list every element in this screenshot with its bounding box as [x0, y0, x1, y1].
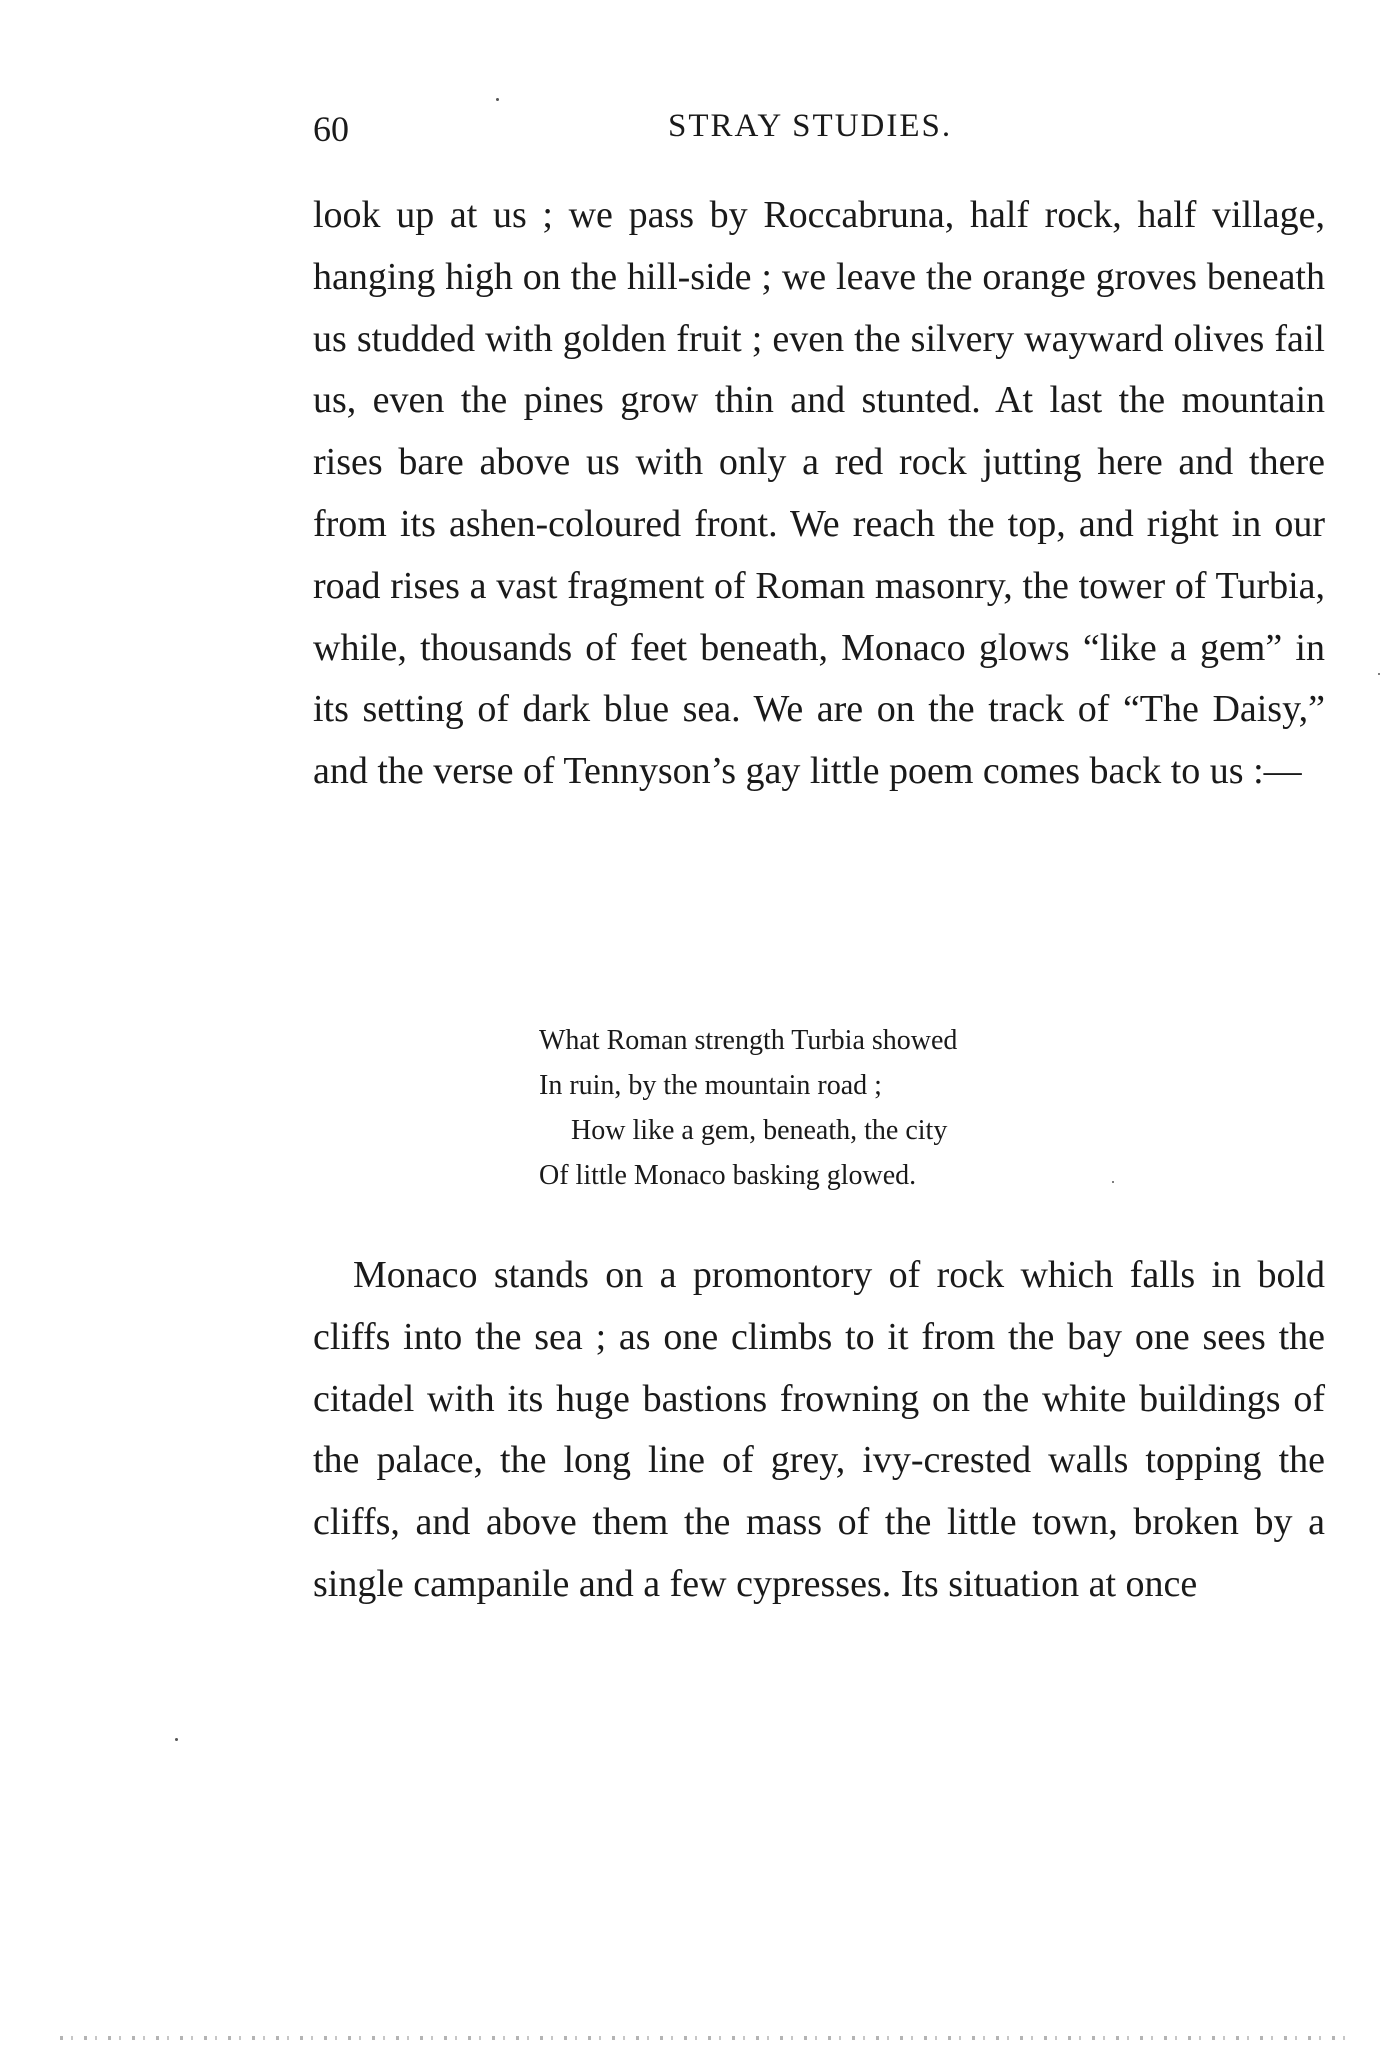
poem-line-1: What Roman strength Turbia showed [539, 1025, 958, 1056]
scan-speck [1378, 673, 1380, 675]
scan-edge-noise [60, 2036, 1350, 2040]
poem-quote [539, 1018, 957, 1198]
page-header [313, 108, 1325, 158]
scan-speck [175, 1738, 178, 1741]
paragraph-1: look up at us ; we pass by Roccabruna, half rock, half village, hanging high on the hill-side ; we leave the orange groves beneath us studded with golden fruit ; even the silvery wayward olives fail us, even the pines grow thin and stunted. At last the mountain rises bare above us with only a red rock jutting here and there from its ashen-coloured front. We reach the top, and right in our road rises a vast fragment of Roman masonry, the tower of Turbia, while, thousands of feet beneath, Monaco glows “like a gem” in its setting of dark blue sea. We are on the track of “The Daisy,” and the verse of Tennyson’s gay little poem comes back to us :— [313, 194, 1325, 793]
scan-speck [1112, 1181, 1114, 1183]
page-number: 60 [313, 109, 349, 149]
running-title: STRAY STUDIES. [668, 108, 953, 144]
poem-line-3: How like a gem, beneath, the city [571, 1115, 948, 1146]
poem-line-4: Of little Monaco basking glowed. [539, 1160, 917, 1191]
paragraph-2: Monaco stands on a promontory of rock which falls in bold cliffs into the sea ; as one climbs to it from the bay one sees the citadel with its huge bastions frowning on the white buildings of the palace, the long line of grey, ivy-crested walls topping the cliffs, and above them the mass of the little town, broken by a single campanile and a few cypresses. Its situation at once [313, 1254, 1325, 1605]
scan-speck [496, 98, 499, 101]
poem-line-2: In ruin, by the mountain road ; [539, 1070, 882, 1101]
